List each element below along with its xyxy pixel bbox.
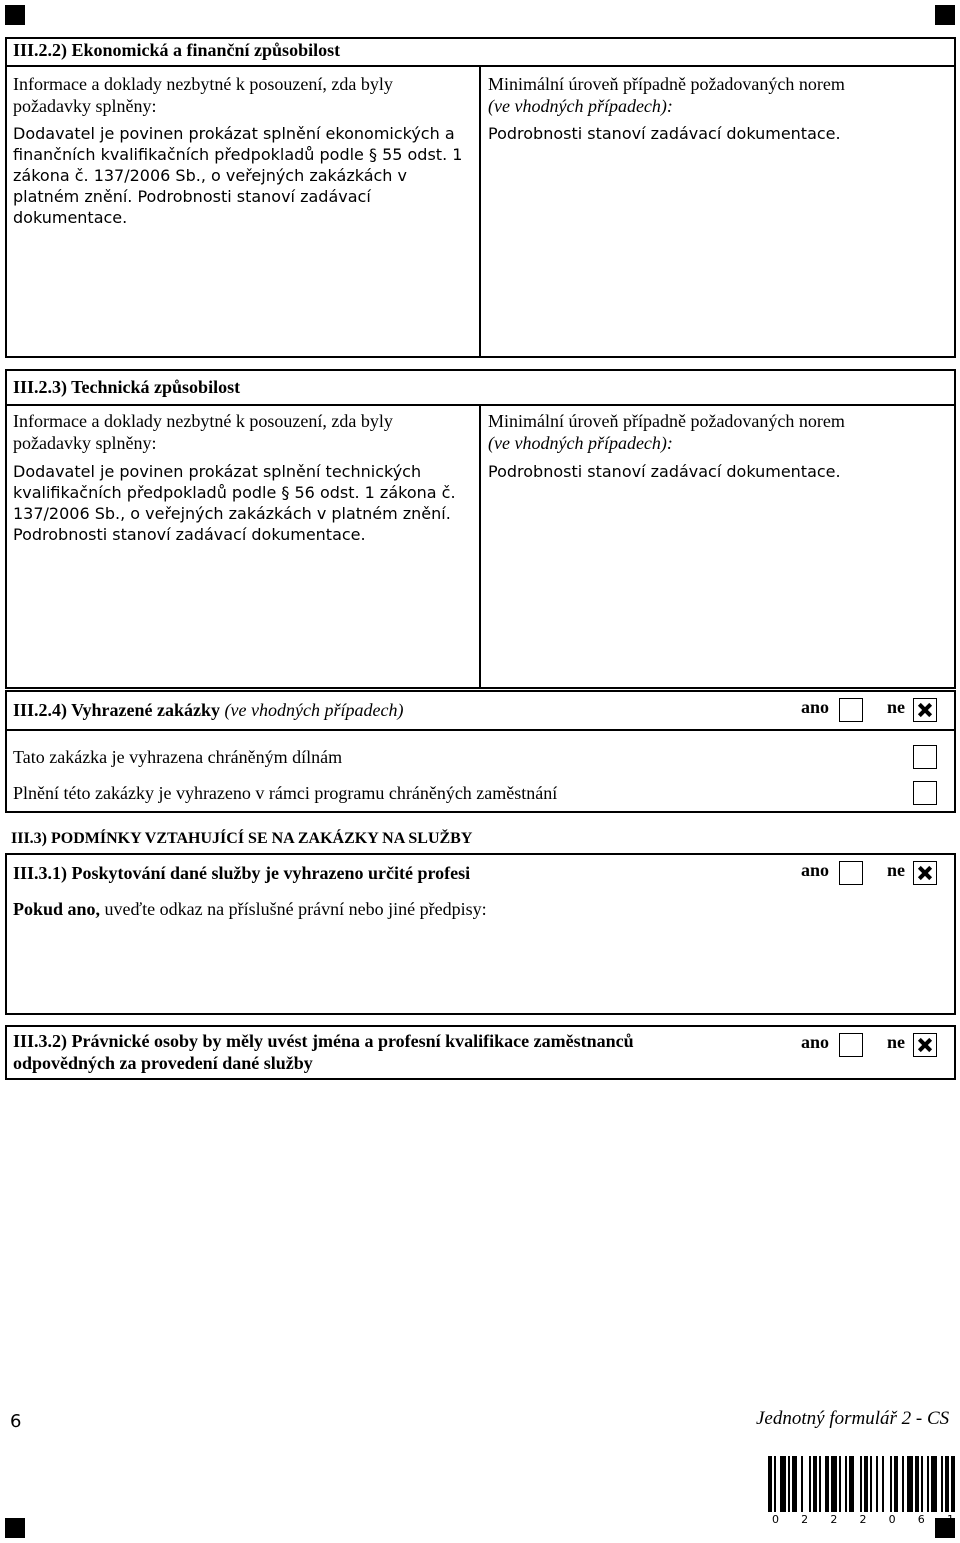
page-number: 6 [10,1411,22,1432]
corner-mark-bottom-left [5,1518,25,1538]
barcode-digit: 2 [801,1513,809,1526]
left-text: Dodavatel je povinen prokázat splnění ekonomických a finančních kvalifikačních předpokladů podle § 55 odst. 1 zákona č. 137/2006 Sb., o veřejných zakázkách v platném znění. Podrobnosti stanoví zadávací dokumentace. [13,124,463,227]
divider [5,729,956,731]
corner-mark-top-right [935,5,955,25]
column-divider [479,404,481,687]
no-checkbox[interactable] [913,1033,937,1057]
column-divider [479,65,481,356]
right-text: Podrobnosti stanoví zadávací dokumentace. [488,462,841,481]
profession-reference-text [13,899,487,920]
barcode [768,1456,958,1512]
barcode-digit: 2 [859,1513,867,1526]
barcode-digit: 0 [888,1513,896,1526]
section-III-3-1-heading: III.3.1) Poskytování dané služby je vyhrazeno určité profesi [13,863,471,883]
sheltered-workshops-text: Tato zakázka je vyhrazena chráněným dílnám [13,747,343,767]
no-checkbox[interactable] [913,861,937,885]
yes-checkbox[interactable] [839,698,863,722]
section-III-2-2-heading: III.2.2) Ekonomická a finanční způsobilost [13,40,341,60]
sub-bold: Pokud ano, [13,899,101,919]
barcode-digit: 2 [830,1513,838,1526]
yes-checkbox[interactable] [839,1033,863,1057]
sheltered-workshops-checkbox[interactable] [913,745,937,769]
barcode-digits [772,1513,954,1526]
right-label-italic: (ve vhodných případech): [488,96,673,116]
left-label: Informace a doklady nezbytné k posouzení, zda byly požadavky splněny: [13,411,393,453]
left-label: Informace a doklady nezbytné k posouzení, zda byly požadavky splněny: [13,74,393,116]
heading-italic: (ve vhodných případech) [224,700,404,720]
section-III-3-heading: III.3) PODMÍNKY VZTAHUJÍCÍ SE NA ZAKÁZKY NA SLUŽBY [11,830,473,847]
right-label: Minimální úroveň případně požadovaných norem [488,74,845,94]
right-text: Podrobnosti stanoví zadávací dokumentace. [488,124,841,143]
no-label: ne [887,697,905,717]
barcode-digit: 6 [917,1513,925,1526]
yes-checkbox[interactable] [839,861,863,885]
sheltered-employment-text: Plnění této zakázky je vyhrazeno v rámci programu chráněných zaměstnání [13,783,558,803]
left-text: Dodavatel je povinen prokázat splnění technických kvalifikačních předpokladů podle § 56 odst. 1 zákona č. 137/2006 Sb., o veřejných zakázkách v platném znění. Podrobnosti stanoví zadávací dokumentace. [13,462,456,544]
section-III-2-3-heading: III.2.3) Technická způsobilost [13,377,241,397]
sheltered-employment-checkbox[interactable] [913,781,937,805]
right-label: Minimální úroveň případně požadovaných norem [488,411,845,431]
corner-mark-top-left [5,5,25,25]
yes-label: ano [801,860,830,880]
yes-label: ano [801,1032,830,1052]
no-checkbox[interactable] [913,698,937,722]
section-III-3-2-heading-line2: odpovědných za provedení dané služby [13,1053,313,1073]
barcode-digit: 1 [946,1513,954,1526]
section-III-3-2-heading-line1: III.3.2) Právnické osoby by měly uvést jména a profesní kvalifikace zaměstnanců [13,1031,634,1051]
yes-label: ano [801,697,830,717]
right-label-italic: (ve vhodných případech): [488,433,673,453]
section-III-2-4-heading [13,700,403,721]
heading-bold: III.2.4) Vyhrazené zakázky [13,700,221,720]
barcode-bar [955,1456,957,1512]
no-label: ne [887,860,905,880]
barcode-digit: 0 [772,1513,779,1526]
sub-text: uveďte odkaz na příslušné právní nebo jiné předpisy: [100,899,487,919]
form-name: Jednotný formulář 2 - CS [756,1408,950,1429]
no-label: ne [887,1032,905,1052]
